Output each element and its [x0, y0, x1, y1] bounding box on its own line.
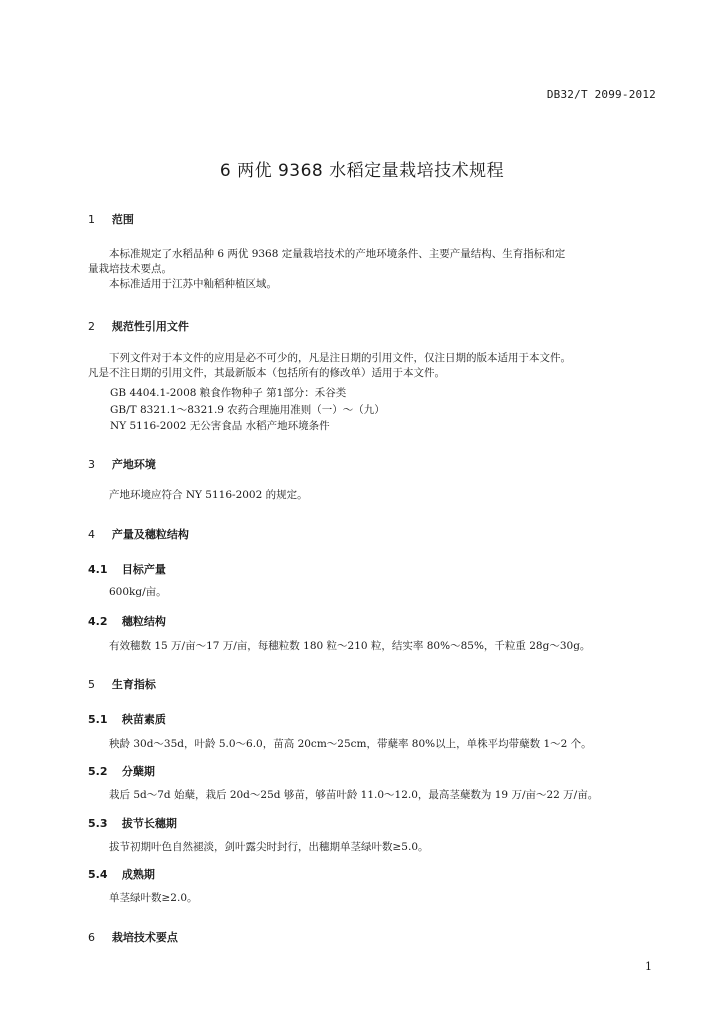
document-title: 6 两优 9368 水稻定量栽培技术规程 [219, 161, 505, 181]
text-line: 栽后 5d～7d 始蘖，栽后 20d～25d 够苗，够苗叶龄 11.0～12.0，最高茎蘖数为 19 万/亩～22 万/亩。 [109, 789, 599, 801]
text-line: 量栽培技术要点。 [88, 263, 172, 275]
section-number: 3 [88, 458, 95, 471]
text-line: 凡是不注日期的引用文件，其最新版本（包括所有的修改单）适用于本文件。 [88, 367, 445, 379]
section-number: 4.2 [88, 615, 108, 628]
section-4-2-heading [88, 613, 166, 629]
section-1-paragraph [88, 247, 658, 292]
section-number: 5.2 [88, 765, 108, 778]
document-code: DB32/T 2099-2012 [546, 88, 656, 101]
section-4-1-paragraph [88, 585, 658, 600]
section-6-heading [88, 929, 178, 945]
page-number: 1 [645, 960, 652, 973]
section-title: 产地环境 [111, 458, 156, 471]
section-title: 分蘖期 [121, 765, 155, 778]
section-4-2-paragraph [88, 639, 658, 654]
section-4-heading [88, 526, 189, 542]
section-title: 规范性引用文件 [111, 320, 189, 333]
section-2-heading [88, 318, 189, 334]
reference-item: GB 4404.1-2008 粮食作物种子 第1部分：禾谷类 [110, 387, 347, 399]
section-title: 范围 [111, 213, 134, 226]
section-5-4-paragraph [88, 891, 658, 906]
section-3-heading [88, 456, 156, 472]
section-number: 5 [88, 678, 95, 691]
section-4-1-heading [88, 561, 166, 577]
text-line: 产地环境应符合 NY 5116-2002 的规定。 [109, 489, 308, 501]
text-line: 下列文件对于本文件的应用是必不可少的，凡是注日期的引用文件，仅注日期的版本适用于本文件。 [109, 352, 571, 364]
section-2-paragraph [88, 351, 658, 381]
section-title: 产量及穗粒结构 [111, 528, 189, 541]
section-5-1-heading [88, 711, 166, 727]
text-line: 有效穗数 15 万/亩～17 万/亩，每穗粒数 180 粒～210 粒，结实率 80%～85%，千粒重 28g～30g。 [109, 640, 591, 652]
section-5-3-heading [88, 815, 177, 831]
text-line: 本标准规定了水稻品种 6 两优 9368 定量栽培技术的产地环境条件、主要产量结构、生育指标和定 [109, 248, 566, 260]
section-5-2-paragraph [88, 788, 658, 803]
section-number: 5.3 [88, 817, 108, 830]
text-line: 单茎绿叶数≥2.0。 [109, 892, 198, 904]
section-title: 栽培技术要点 [111, 931, 178, 944]
section-number: 6 [88, 931, 95, 944]
text-line: 拔节初期叶色自然褪淡，剑叶露尖时封行，出穗期单茎绿叶数≥5.0。 [109, 841, 429, 853]
section-number: 4.1 [88, 563, 108, 576]
section-title: 拔节长穗期 [121, 817, 177, 830]
section-1-heading [88, 211, 134, 227]
text-line: 秧龄 30d～35d，叶龄 5.0～6.0，苗高 20cm～25cm，带蘖率 80%以上，单株平均带蘖数 1～2 个。 [109, 738, 592, 750]
section-title: 生育指标 [111, 678, 156, 691]
reference-item: GB/T 8321.1～8321.9 农药合理施用准则（一）～（九） [110, 404, 385, 416]
reference-item: NY 5116-2002 无公害食品 水稻产地环境条件 [110, 420, 330, 432]
section-title: 穗粒结构 [121, 615, 166, 628]
section-number: 2 [88, 320, 95, 333]
text-line: 600kg/亩。 [109, 586, 167, 598]
text-line: 本标准适用于江苏中籼稻种植区域。 [109, 278, 277, 290]
section-number: 4 [88, 528, 95, 541]
section-title: 成熟期 [121, 868, 155, 881]
section-5-1-paragraph [88, 737, 658, 752]
section-title: 目标产量 [121, 563, 166, 576]
section-5-heading [88, 676, 156, 692]
section-number: 5.1 [88, 713, 108, 726]
section-number: 5.4 [88, 868, 108, 881]
section-5-2-heading [88, 763, 155, 779]
section-5-4-heading [88, 866, 155, 882]
section-title: 秧苗素质 [121, 713, 166, 726]
section-3-paragraph [88, 488, 658, 503]
section-number: 1 [88, 213, 95, 226]
section-5-3-paragraph [88, 840, 658, 855]
